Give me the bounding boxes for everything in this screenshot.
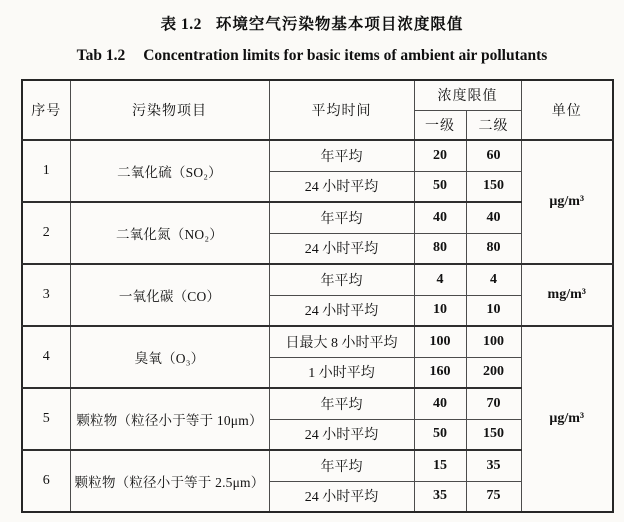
- limit-grade1: 4: [414, 264, 466, 295]
- limit-grade2: 200: [466, 357, 521, 388]
- limit-grade2: 150: [466, 171, 521, 202]
- limit-grade2: 4: [466, 264, 521, 295]
- avg-time: 24 小时平均: [269, 419, 414, 450]
- limit-grade1: 100: [414, 326, 466, 357]
- avg-time: 24 小时平均: [269, 481, 414, 512]
- concentration-limits-table: [21, 79, 614, 513]
- table-row: [22, 140, 613, 171]
- limit-grade1: 15: [414, 450, 466, 481]
- limit-grade2: 75: [466, 481, 521, 512]
- avg-time: 年平均: [269, 140, 414, 171]
- avg-time: 日最大 8 小时平均: [269, 326, 414, 357]
- limit-grade2: 80: [466, 233, 521, 264]
- limit-grade2: 40: [466, 202, 521, 233]
- limit-grade1: 20: [414, 140, 466, 171]
- pollutant-name: 颗粒物（粒径小于等于 10μm）: [70, 388, 269, 450]
- row-index: 5: [22, 388, 70, 450]
- avg-time: 年平均: [269, 388, 414, 419]
- table-title-english: [0, 47, 624, 65]
- pollutant-name: 二氧化硫（SO₂）: [70, 140, 269, 202]
- header-row-top: [22, 80, 613, 110]
- table-title-en-text: Concentration limits for basic items of ambient air pollutants: [143, 47, 548, 64]
- limit-grade1: 10: [414, 295, 466, 326]
- table-number-cn: 表 1.2: [160, 16, 202, 33]
- limit-grade1: 80: [414, 233, 466, 264]
- unit-cell: μg/m³: [521, 140, 613, 264]
- table-row: [22, 264, 613, 295]
- limit-grade1: 50: [414, 171, 466, 202]
- row-index: 3: [22, 264, 70, 326]
- pollutant-name: 颗粒物（粒径小于等于 2.5μm）: [70, 450, 269, 512]
- unit-cell: μg/m³: [521, 326, 613, 512]
- table-number-en: Tab 1.2: [76, 47, 126, 64]
- limit-grade2: 60: [466, 140, 521, 171]
- col-header-grade2: 二级: [466, 110, 521, 140]
- table-row: [22, 326, 613, 357]
- limit-grade2: 150: [466, 419, 521, 450]
- limit-grade1: 35: [414, 481, 466, 512]
- pollutant-name: 臭氧（O₃）: [70, 326, 269, 388]
- limit-grade1: 40: [414, 388, 466, 419]
- limit-grade2: 70: [466, 388, 521, 419]
- limit-grade1: 50: [414, 419, 466, 450]
- unit-cell: mg/m³: [521, 264, 613, 326]
- pollutant-name: 二氧化氮（NO₂）: [70, 202, 269, 264]
- col-header-unit: 单位: [521, 80, 613, 140]
- limit-grade2: 100: [466, 326, 521, 357]
- table-title-cn-text: 环境空气污染物基本项目浓度限值: [215, 16, 464, 33]
- limit-grade1: 40: [414, 202, 466, 233]
- row-index: 4: [22, 326, 70, 388]
- limit-grade1: 160: [414, 357, 466, 388]
- avg-time: 24 小时平均: [269, 233, 414, 264]
- table-title-chinese: [0, 12, 624, 34]
- avg-time: 24 小时平均: [269, 295, 414, 326]
- row-index: 1: [22, 140, 70, 202]
- avg-time: 年平均: [269, 202, 414, 233]
- avg-time: 1 小时平均: [269, 357, 414, 388]
- row-index: 6: [22, 450, 70, 512]
- avg-time: 年平均: [269, 264, 414, 295]
- col-header-pollutant: 污染物项目: [70, 80, 269, 140]
- row-index: 2: [22, 202, 70, 264]
- col-header-limits: 浓度限值: [414, 80, 521, 110]
- col-header-index: 序号: [22, 80, 70, 140]
- limit-grade2: 10: [466, 295, 521, 326]
- limit-grade2: 35: [466, 450, 521, 481]
- pollutant-name: 一氧化碳（CO）: [70, 264, 269, 326]
- col-header-grade1: 一级: [414, 110, 466, 140]
- avg-time: 24 小时平均: [269, 171, 414, 202]
- col-header-avg-time: 平均时间: [269, 80, 414, 140]
- avg-time: 年平均: [269, 450, 414, 481]
